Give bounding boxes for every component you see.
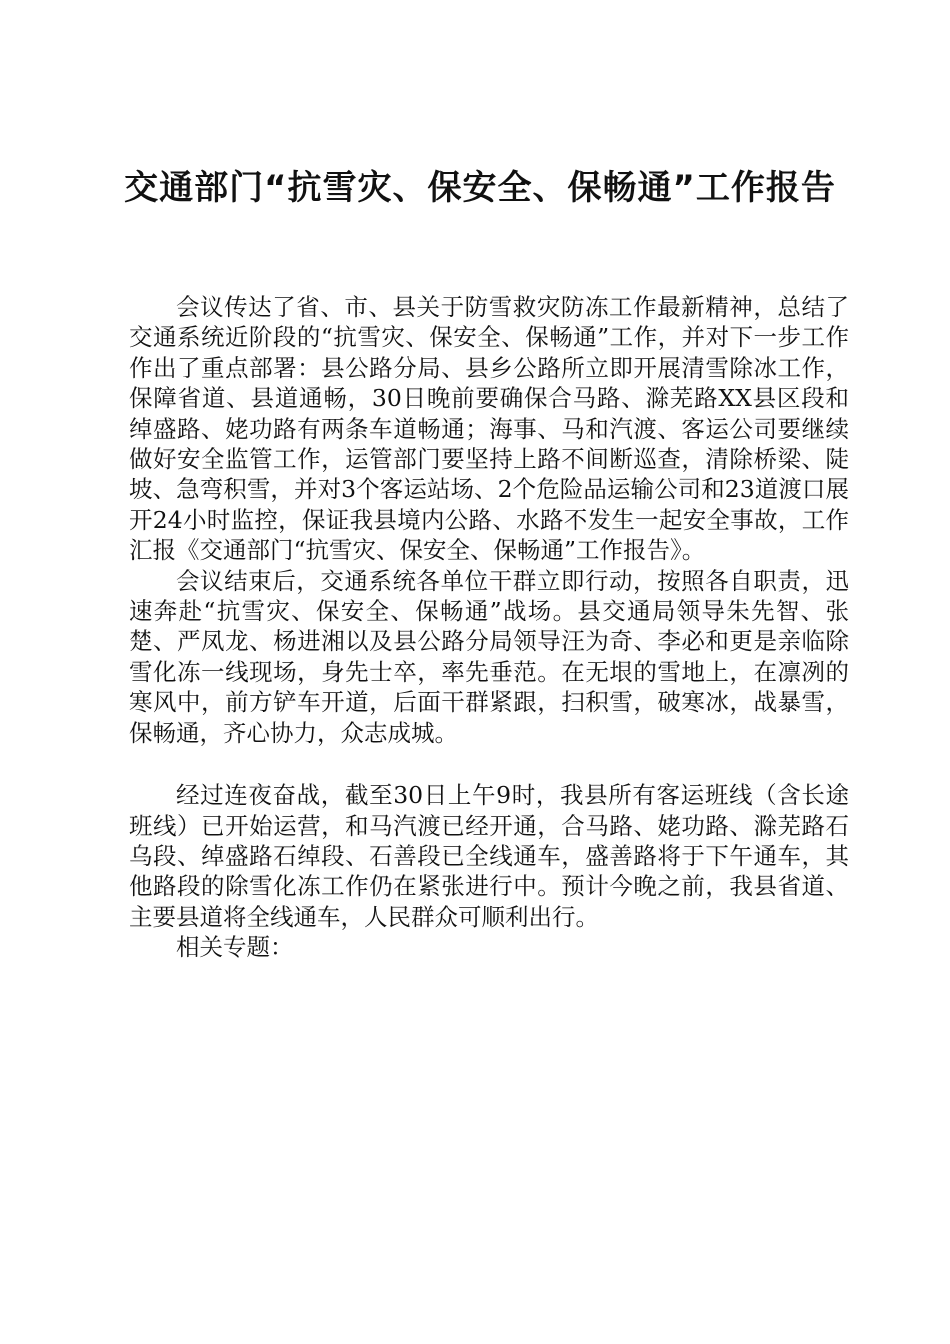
document-title: 交通部门“抗雪灾、保安全、保畅通”工作报告 bbox=[124, 168, 836, 208]
document-body bbox=[129, 292, 849, 963]
paragraph-meeting-summary: 会议传达了省、市、县关于防雪救灾防冻工作最新精神，总结了交通系统近阶段的“抗雪灾、保安全、保畅通”工作，并对下一步工作作出了重点部署：县公路分局、县乡公路所立即开展清雪除冰工作，保障省道、县道通畅，30日晚前要确保合马路、滁芜路XX县区段和绰盛路、姥功路有两条车道畅通；海事、马和汽渡、客运公司要继续做好安全监管工作，运管部门要坚持上路不间断巡查，清除桥梁、陡坡、急弯积雪，并对3个客运站场、2个危险品运输公司和23道渡口展开24小时监控，保证我县境内公路、水路不发生一起安全事故，工作汇报《交通部门“抗雪灾、保安全、保畅通”工作报告》。 bbox=[129, 293, 849, 565]
paragraph-results: 经过连夜奋战，截至30日上午9时，我县所有客运班线（含长途班线）已开始运营，和马汽渡已经开通，合马路、姥功路、滁芜路石乌段、绰盛路石绰段、石善段已全线通车，盛善路将于下午通车，其他路段的除雪化冻工作仍在紧张进行中。预计今晚之前，我县省道、主要县道将全线通车，人民群众可顺利出行。 bbox=[129, 781, 849, 931]
paragraph-after-meeting: 会议结束后，交通系统各单位干群立即行动，按照各自职责，迅速奔赴“抗雪灾、保安全、保畅通”战场。县交通局领导朱先智、张楚、严凤龙、杨进湘以及县公路分局领导汪为奇、李必和更是亲临除雪化冻一线现场，身先士卒，率先垂范。在无垠的雪地上，在凛冽的寒风中，前方铲车开道，后面干群紧跟，扫积雪，破寒冰，战暴雪，保畅通，齐心协力，众志成城。 bbox=[129, 566, 849, 747]
paragraph-related-topics: 相关专题： bbox=[176, 933, 294, 962]
